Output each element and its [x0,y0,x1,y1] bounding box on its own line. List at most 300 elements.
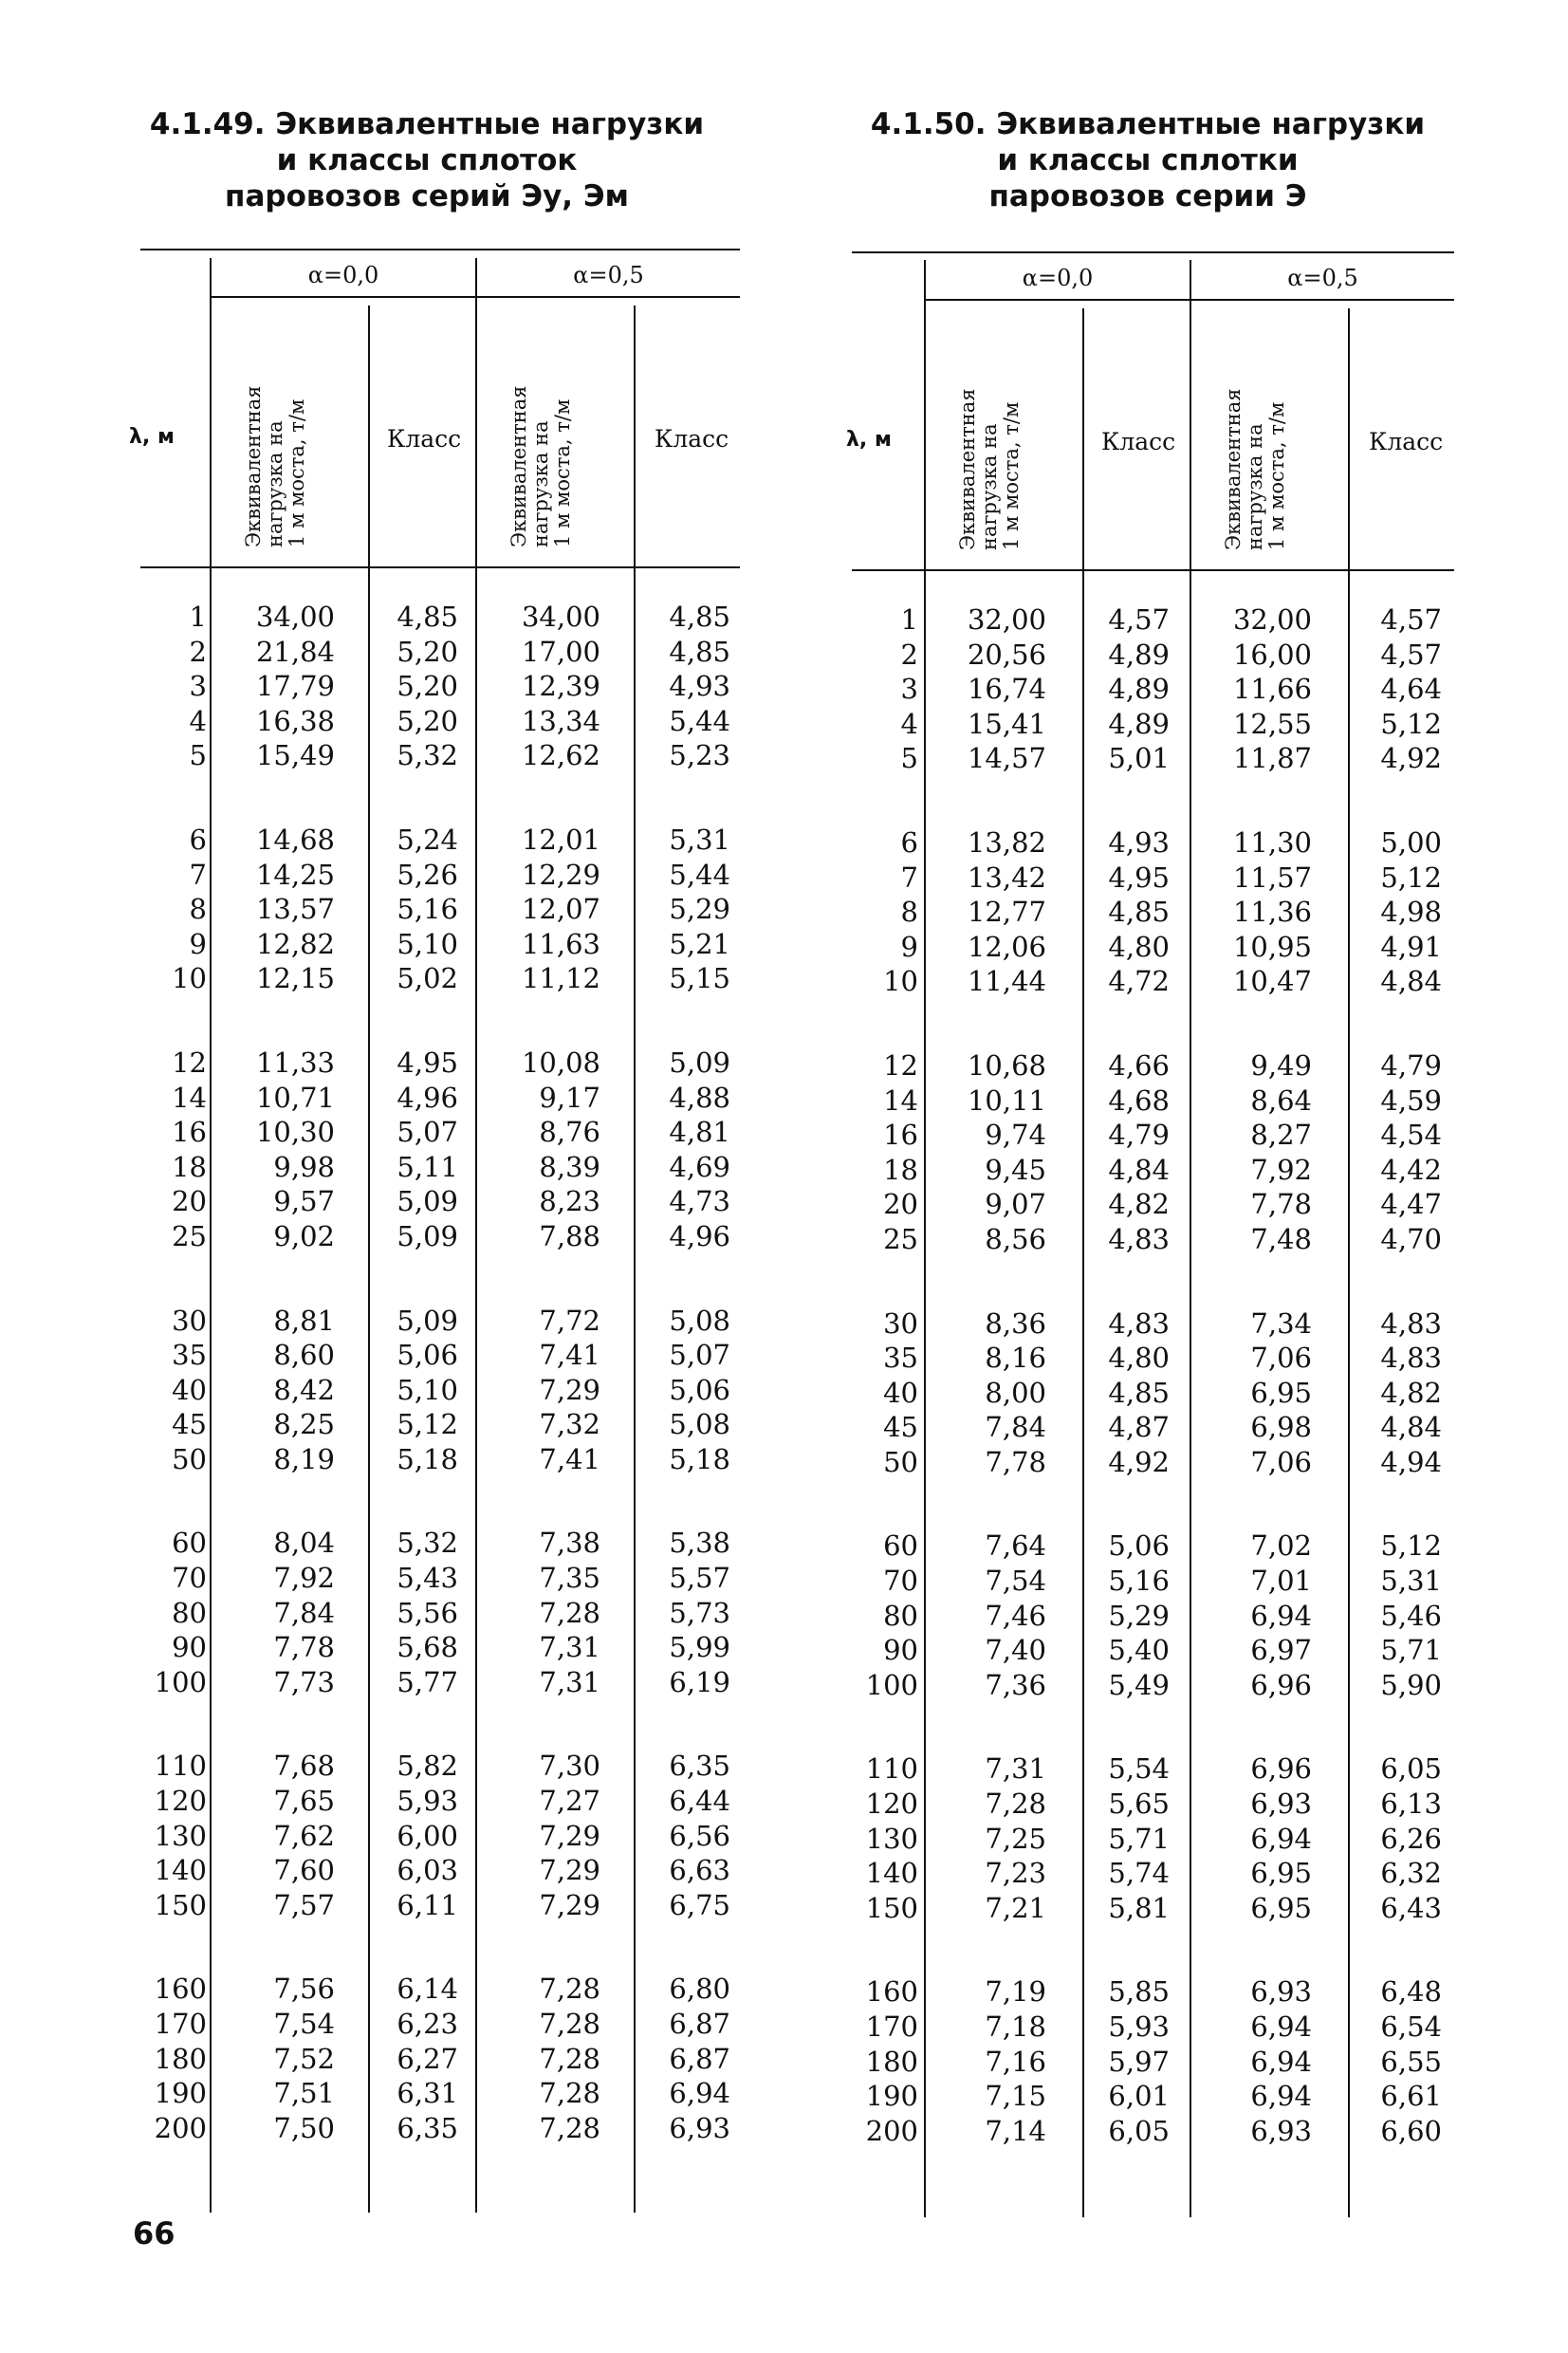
class-a-cell: 6,23 [397,2008,458,2040]
class-a-cell: 4,87 [1108,1411,1170,1444]
lambda-cell: 14 [172,1081,207,1114]
class-b-cell: 4,57 [1380,603,1442,636]
load-b-cell: 7,28 [539,2008,600,2040]
class-b-cell: 6,55 [1380,2045,1442,2078]
load-b-cell: 7,28 [539,2042,600,2075]
load-a-cell: 7,84 [985,1411,1046,1444]
class-b-cell: 4,85 [669,601,730,633]
class-a-cell: 5,77 [397,1665,458,1698]
class-b-cell: 6,87 [669,2042,730,2075]
class-b-cell: 6,93 [669,2111,730,2144]
class-b-cell: 4,83 [1380,1306,1442,1340]
load-a-cell: 7,57 [273,1888,335,1921]
class-a-cell: 5,09 [397,1219,458,1252]
class-b-cell: 4,64 [1380,673,1442,706]
title-line-2: и классы сплоток [276,143,578,177]
load-a-cell: 8,16 [985,1342,1046,1375]
load-a-cell: 9,45 [985,1153,1046,1186]
lambda-cell: 80 [172,1596,207,1629]
class-a-cell: 5,32 [397,739,458,772]
load-a-cell: 7,40 [985,1634,1046,1667]
lambda-cell: 25 [883,1222,918,1255]
lambda-cell: 190 [865,2080,918,2113]
class-b-cell: 6,61 [1380,2080,1442,2113]
load-header-line-2: нагрузка на [1244,423,1266,550]
class-b-cell: 5,06 [669,1373,730,1406]
lambda-cell: 3 [189,670,207,703]
class-b-cell: 5,09 [669,1046,730,1079]
class-b-cell: 5,57 [669,1562,730,1595]
title-line-3: паровозов серий Эу, Эм [225,179,629,213]
load-b-cell: 6,94 [1250,2080,1312,2113]
class-a-cell: 5,20 [397,635,458,668]
class-a-cell: 4,95 [1108,861,1170,894]
load-b-cell: 10,95 [1232,930,1312,963]
load-b-cell: 11,66 [1232,673,1312,706]
class-b-cell: 4,98 [1380,896,1442,929]
load-a-cell: 7,78 [985,1445,1046,1478]
load-b-cell: 6,98 [1250,1411,1312,1444]
class-b-cell: 4,70 [1380,1222,1442,1255]
class-b-cell: 5,31 [1380,1565,1442,1598]
class-a-cell: 6,03 [397,1854,458,1887]
class-a-cell: 4,89 [1108,707,1170,740]
class-b-cell: 4,92 [1380,742,1442,775]
lambda-cell: 110 [865,1752,918,1786]
class-a-cell: 5,82 [397,1750,458,1783]
alpha-05-header: α=0,5 [573,262,644,288]
lambda-cell: 170 [154,2008,207,2040]
class-b-cell: 5,31 [669,823,730,856]
load-a-cell: 7,54 [273,2008,335,2040]
class-b-cell: 5,99 [669,1631,730,1664]
class-a-cell: 5,32 [397,1527,458,1560]
lambda-cell: 100 [865,1668,918,1701]
load-a-cell: 7,31 [985,1752,1046,1786]
class-b-cell: 5,46 [1380,1599,1442,1632]
lambda-cell: 4 [189,704,207,737]
load-a-cell: 14,25 [255,858,335,891]
class-a-cell: 5,06 [1108,1529,1170,1563]
lambda-cell: 140 [865,1857,918,1890]
class-a-cell: 5,97 [1108,2045,1170,2078]
class-a-cell: 4,68 [1108,1084,1170,1117]
load-header-a [243,329,308,547]
lambda-cell: 6 [189,823,207,856]
load-b-cell: 6,93 [1250,2114,1312,2147]
class-a-cell: 6,35 [397,2111,458,2144]
load-a-cell: 12,06 [967,930,1046,963]
lambda-cell: 2 [189,635,207,668]
load-b-cell: 8,76 [539,1116,600,1149]
lambda-cell: 190 [154,2077,207,2110]
load-b-cell: 11,57 [1232,861,1312,894]
load-b-cell: 6,95 [1250,1857,1312,1890]
load-a-cell: 10,68 [967,1048,1046,1082]
load-a-cell: 7,65 [273,1785,335,1818]
class-a-cell: 4,83 [1108,1222,1170,1255]
class-a-cell: 5,68 [397,1631,458,1664]
load-a-cell: 7,28 [985,1788,1046,1821]
load-b-cell: 7,29 [539,1819,600,1852]
load-b-cell: 8,39 [539,1150,600,1183]
lambda-cell: 8 [900,896,918,929]
lambda-cell: 80 [883,1599,918,1632]
rule-header-bottom [852,569,1454,571]
lambda-cell: 200 [154,2111,207,2144]
class-a-cell: 4,93 [1108,825,1170,859]
load-header-line-2: нагрузка на [264,420,286,547]
class-b-cell: 5,73 [669,1596,730,1629]
class-a-cell: 6,00 [397,1819,458,1852]
class-a-cell: 6,05 [1108,2114,1170,2147]
load-a-cell: 7,16 [985,2045,1046,2078]
load-a-cell: 7,92 [273,1562,335,1595]
load-b-cell: 7,88 [539,1219,600,1252]
load-a-cell: 7,21 [985,1891,1046,1924]
class-a-cell: 5,06 [397,1339,458,1372]
class-a-cell: 5,74 [1108,1857,1170,1890]
class-b-cell: 6,26 [1380,1822,1442,1855]
load-a-cell: 7,84 [273,1596,335,1629]
load-header-line-3: 1 м моста, т/м [1265,401,1288,550]
lambda-cell: 18 [172,1150,207,1183]
class-a-cell: 5,43 [397,1562,458,1595]
load-a-cell: 12,77 [967,896,1046,929]
load-a-cell: 8,36 [985,1306,1046,1340]
load-b-cell: 13,34 [521,704,600,737]
load-b-cell: 7,02 [1250,1529,1312,1563]
load-b-cell: 7,32 [539,1408,600,1441]
class-a-cell: 5,81 [1108,1891,1170,1924]
class-a-cell: 5,01 [1108,742,1170,775]
load-a-cell: 9,07 [985,1188,1046,1221]
lambda-cell: 4 [900,707,918,740]
class-b-cell: 5,07 [669,1339,730,1372]
load-a-cell: 7,19 [985,1975,1046,2009]
class-a-cell: 5,40 [1108,1634,1170,1667]
load-b-cell: 7,28 [539,1973,600,2006]
class-a-cell: 5,02 [397,962,458,995]
load-a-cell: 7,68 [273,1750,335,1783]
class-a-cell: 5,16 [397,893,458,926]
class-a-cell: 5,11 [397,1150,458,1183]
load-b-cell: 7,41 [539,1442,600,1475]
load-a-cell: 12,15 [255,962,335,995]
load-b-cell: 7,30 [539,1750,600,1783]
load-a-cell: 32,00 [967,603,1046,636]
class-a-cell: 4,80 [1108,1342,1170,1375]
class-b-cell: 4,96 [669,1219,730,1252]
class-b-cell: 4,83 [1380,1342,1442,1375]
lambda-cell: 12 [883,1048,918,1082]
load-b-cell: 6,94 [1250,2045,1312,2078]
class-b-cell: 6,56 [669,1819,730,1852]
class-b-cell: 4,88 [669,1081,730,1114]
class-a-cell: 5,10 [397,1373,458,1406]
load-a-cell: 8,19 [273,1442,335,1475]
rule-header-bottom [140,566,740,568]
alpha-0-header: α=0,0 [1022,265,1094,291]
class-b-cell: 4,84 [1380,965,1442,998]
class-b-cell: 5,38 [669,1527,730,1560]
load-b-cell: 7,72 [539,1304,600,1337]
class-b-cell: 5,71 [1380,1634,1442,1667]
class-b-cell: 6,94 [669,2077,730,2110]
load-b-cell: 6,97 [1250,1634,1312,1667]
class-a-cell: 4,96 [397,1081,458,1114]
load-b-cell: 9,49 [1250,1048,1312,1082]
alpha-0-header: α=0,0 [307,262,379,288]
load-a-cell: 13,57 [255,893,335,926]
class-a-cell: 5,12 [397,1408,458,1441]
lambda-cell: 16 [883,1119,918,1152]
load-a-cell: 7,73 [273,1665,335,1698]
lambda-header: λ, м [129,425,175,449]
class-a-cell: 5,49 [1108,1668,1170,1701]
load-b-cell: 7,92 [1250,1153,1312,1186]
class-b-cell: 4,54 [1380,1119,1442,1152]
load-a-cell: 8,25 [273,1408,335,1441]
load-a-cell: 9,57 [273,1185,335,1218]
load-b-cell: 7,48 [1250,1222,1312,1255]
load-a-cell: 8,42 [273,1373,335,1406]
lambda-cell: 110 [154,1750,207,1783]
lambda-cell: 70 [172,1562,207,1595]
class-a-cell: 4,84 [1108,1153,1170,1186]
load-b-cell: 7,29 [539,1854,600,1887]
class-a-cell: 4,72 [1108,965,1170,998]
load-b-cell: 11,87 [1232,742,1312,775]
class-a-cell: 6,14 [397,1973,458,2006]
class-b-cell: 5,90 [1380,1668,1442,1701]
class-a-cell: 5,09 [397,1304,458,1337]
class-b-cell: 4,57 [1380,638,1442,671]
class-a-cell: 4,79 [1108,1119,1170,1152]
load-a-cell: 7,25 [985,1822,1046,1855]
class-b-cell: 6,44 [669,1785,730,1818]
load-b-cell: 12,39 [521,670,600,703]
class-b-cell: 5,12 [1380,861,1442,894]
load-a-cell: 9,98 [273,1150,335,1183]
col-divider-2 [368,306,370,2213]
load-b-cell: 9,17 [539,1081,600,1114]
load-b-cell: 7,31 [539,1665,600,1698]
load-a-cell: 8,56 [985,1222,1046,1255]
lambda-cell: 60 [883,1529,918,1563]
load-b-cell: 32,00 [1232,603,1312,636]
load-b-cell: 7,28 [539,2077,600,2110]
load-b-cell: 11,36 [1232,896,1312,929]
class-b-cell: 6,35 [669,1750,730,1783]
lambda-cell: 50 [172,1442,207,1475]
load-a-cell: 10,11 [967,1084,1046,1117]
class-a-cell: 5,09 [397,1185,458,1218]
load-a-cell: 7,62 [273,1819,335,1852]
class-a-cell: 5,56 [397,1596,458,1629]
load-b-cell: 7,38 [539,1527,600,1560]
title-line-3: паровозов серии Э [988,179,1307,213]
col-divider-2 [1082,308,1084,2217]
class-b-cell: 4,85 [669,635,730,668]
load-a-cell: 7,54 [985,1565,1046,1598]
load-b-cell: 7,35 [539,1562,600,1595]
class-a-cell: 4,85 [397,601,458,633]
class-b-cell: 4,93 [669,670,730,703]
class-b-cell: 5,44 [669,704,730,737]
class-a-cell: 5,93 [397,1785,458,1818]
class-b-cell: 6,05 [1380,1752,1442,1786]
load-header-b [1223,332,1288,550]
load-header-line-3: 1 м моста, т/м [286,398,308,547]
class-a-cell: 4,82 [1108,1188,1170,1221]
lambda-cell: 25 [172,1219,207,1252]
class-b-cell: 4,47 [1380,1188,1442,1221]
load-b-cell: 12,01 [521,823,600,856]
load-b-cell: 8,64 [1250,1084,1312,1117]
lambda-cell: 130 [865,1822,918,1855]
lambda-cell: 35 [172,1339,207,1372]
load-b-cell: 10,47 [1232,965,1312,998]
load-header-line-2: нагрузка на [978,423,1001,550]
load-a-cell: 7,36 [985,1668,1046,1701]
lambda-cell: 40 [172,1373,207,1406]
load-a-cell: 34,00 [255,601,335,633]
class-a-cell: 5,65 [1108,1788,1170,1821]
load-b-cell: 7,29 [539,1373,600,1406]
class-b-cell: 4,79 [1380,1048,1442,1082]
load-a-cell: 15,41 [967,707,1046,740]
class-a-cell: 5,07 [397,1116,458,1149]
load-b-cell: 6,94 [1250,1599,1312,1632]
lambda-cell: 120 [865,1788,918,1821]
load-b-cell: 6,93 [1250,1975,1312,2009]
load-b-cell: 7,01 [1250,1565,1312,1598]
lambda-cell: 2 [900,638,918,671]
load-a-cell: 12,82 [255,927,335,960]
lambda-cell: 60 [172,1527,207,1560]
class-b-cell: 6,48 [1380,1975,1442,2009]
lambda-cell: 18 [883,1153,918,1186]
class-b-cell: 5,00 [1380,825,1442,859]
class-a-cell: 4,66 [1108,1048,1170,1082]
load-header-line-1: Эквивалентная [956,388,979,550]
load-a-cell: 7,51 [273,2077,335,2110]
class-b-cell: 4,59 [1380,1084,1442,1117]
class-b-cell: 5,44 [669,858,730,891]
class-a-cell: 5,20 [397,704,458,737]
lambda-cell: 170 [865,2010,918,2043]
class-a-cell: 6,27 [397,2042,458,2075]
load-a-cell: 7,18 [985,2010,1046,2043]
class-b-cell: 4,91 [1380,930,1442,963]
load-b-cell: 7,28 [539,1596,600,1629]
lambda-cell: 150 [865,1891,918,1924]
class-b-cell: 6,43 [1380,1891,1442,1924]
right-table [846,249,1454,2222]
lambda-cell: 8 [189,893,207,926]
lambda-cell: 1 [189,601,207,633]
load-header-b [508,329,574,547]
lambda-cell: 50 [883,1445,918,1478]
lambda-cell: 10 [883,965,918,998]
class-a-cell: 6,31 [397,2077,458,2110]
lambda-cell: 7 [189,858,207,891]
left-table [129,249,740,2222]
class-b-cell: 6,13 [1380,1788,1442,1821]
load-b-cell: 6,96 [1250,1752,1312,1786]
class-b-cell: 5,12 [1380,1529,1442,1563]
title-line-1: 4.1.49. Эквивалентные нагрузки [149,107,705,141]
class-header-b: Класс [1369,428,1444,455]
load-header-line-2: нагрузка на [529,420,552,547]
load-a-cell: 15,49 [255,739,335,772]
lambda-cell: 9 [900,930,918,963]
load-b-cell: 12,29 [521,858,600,891]
lambda-cell: 160 [154,1973,207,2006]
lambda-cell: 180 [865,2045,918,2078]
class-header-a: Класс [1101,428,1176,455]
load-a-cell: 17,79 [255,670,335,703]
class-a-cell: 5,54 [1108,1752,1170,1786]
page-number: 66 [133,2215,175,2251]
class-b-cell: 5,15 [669,962,730,995]
class-header-a: Класс [387,425,462,453]
lambda-cell: 9 [189,927,207,960]
lambda-cell: 45 [172,1408,207,1441]
class-a-cell: 5,18 [397,1442,458,1475]
class-b-cell: 4,42 [1380,1153,1442,1186]
lambda-cell: 45 [883,1411,918,1444]
class-a-cell: 5,71 [1108,1822,1170,1855]
load-a-cell: 8,81 [273,1304,335,1337]
lambda-cell: 20 [883,1188,918,1221]
load-b-cell: 12,07 [521,893,600,926]
load-a-cell: 13,42 [967,861,1046,894]
load-b-cell: 16,00 [1232,638,1312,671]
load-b-cell: 7,28 [539,2111,600,2144]
lambda-cell: 90 [883,1634,918,1667]
class-b-cell: 4,82 [1380,1376,1442,1409]
class-a-cell: 5,24 [397,823,458,856]
load-a-cell: 21,84 [255,635,335,668]
lambda-header: λ, м [846,428,892,452]
load-a-cell: 7,64 [985,1529,1046,1563]
class-b-cell: 6,63 [669,1854,730,1887]
load-header-line-3: 1 м моста, т/м [551,398,574,547]
col-divider-4 [1348,308,1350,2217]
lambda-cell: 16 [172,1116,207,1149]
load-b-cell: 6,93 [1250,1788,1312,1821]
class-b-cell: 6,87 [669,2008,730,2040]
class-b-cell: 6,32 [1380,1857,1442,1890]
class-b-cell: 6,60 [1380,2114,1442,2147]
load-b-cell: 7,34 [1250,1306,1312,1340]
lambda-cell: 100 [154,1665,207,1698]
load-b-cell: 7,27 [539,1785,600,1818]
load-a-cell: 7,15 [985,2080,1046,2113]
title-line-2: и классы сплотки [997,143,1299,177]
load-b-cell: 11,63 [521,927,600,960]
load-a-cell: 8,04 [273,1527,335,1560]
rule-top [140,249,740,250]
load-b-cell: 6,95 [1250,1891,1312,1924]
load-header-line-3: 1 м моста, т/м [1000,401,1023,550]
load-a-cell: 7,60 [273,1854,335,1887]
load-a-cell: 10,71 [255,1081,335,1114]
class-a-cell: 5,16 [1108,1565,1170,1598]
load-b-cell: 6,96 [1250,1668,1312,1701]
